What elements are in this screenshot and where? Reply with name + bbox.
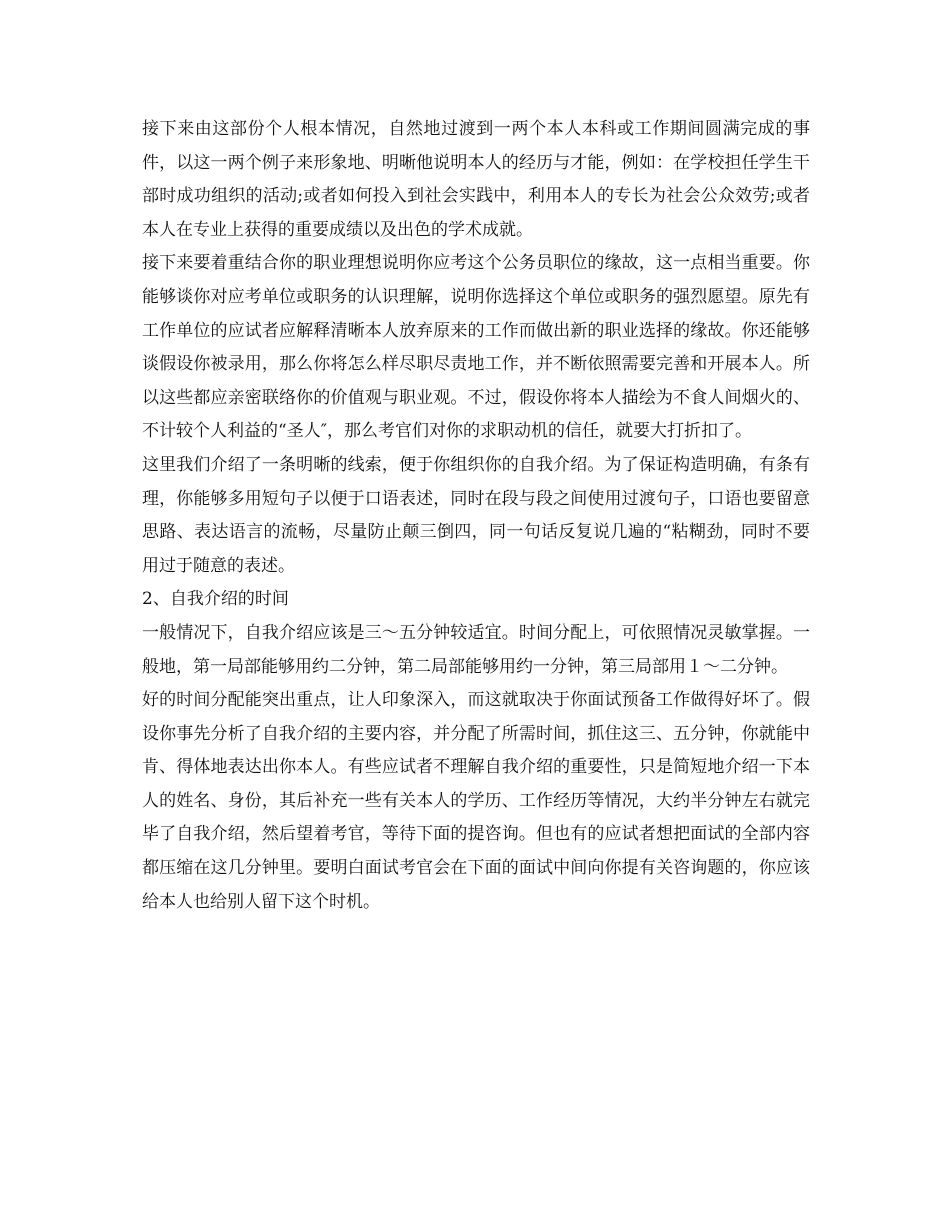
paragraph-time-allocation: 一般情况下，自我介绍应该是三～五分钟较适宜。时间分配上，可依照情况灵敏掌握。一般地，第一局部能够用约二分钟，第二局部能够用约一分钟，第三局部用１～二分钟。 xyxy=(142,622,810,677)
paragraph-personal-experience: 接下来由这部份个人根本情况，自然地过渡到一两个本人本科或工作期间圆满完成的事件，以这一两个例子来形象地、明晰他说明本人的经历与才能，例如：在学校担任学生干部时成功组织的活动;或者如何投入到社会实践中，利用本人的专长为社会公众效劳;或者本人在专业上获得的重要成绩以及出色的学术成就。 xyxy=(142,119,810,240)
section-heading-time: 2、自我介绍的时间 xyxy=(142,589,289,610)
paragraph-time-importance: 好的时间分配能突出重点，让人印象深入，而这就取决于你面试预备工作做得好坏了。假设你事先分析了自我介绍的主要内容，并分配了所需时间，抓住这三、五分钟，你就能中肯、得体地表达出你本人。有些应试者不理解自我介绍的重要性，只是简短地介绍一下本人的姓名、身份，其后补充一些有关本人的学历、工作经历等情况，大约半分钟左右就完毕了自我介绍，然后望着考官，等待下面的提咨询。但也有的应试者想把面试的全部内容都压缩在这几分钟里。要明白面试考官会在下面的面试中间向你提有关咨询题的，你应该给本人也给别人留下这个时机。 xyxy=(142,690,810,912)
paragraph-structure-tips: 这里我们介绍了一条明晰的线索，便于你组织你的自我介绍。为了保证构造明确，有条有理，你能够多用短句子以便于口语表述，同时在段与段之间使用过渡句子，口语也要留意思路、表达语言的流畅，尽量防止颠三倒四，同一句话反复说几遍的“粘糊劲，同时不要用过于随意的表述。 xyxy=(142,454,810,576)
paragraph-career-motivation: 接下来要着重结合你的职业理想说明你应考这个公务员职位的缘故，这一点相当重要。你能够谈你对应考单位或职务的认识理解，说明你选择这个单位或职务的强烈愿望。原先有工作单位的应试者应解释清晰本人放弃原来的工作而做出新的职业选择的缘故。你还能够谈假设你被录用，那么你将怎么样尽职尽责地工作，并不断依照需要完善和开展本人。所以这些都应亲密联络你的价值观与职业观。不过，假设你将本人描绘为不食人间烟火的、不计较个人利益的“圣人″，那么考官们对你的求职动机的信任，就要大打折扣了。 xyxy=(142,253,810,442)
document-page xyxy=(142,113,810,919)
